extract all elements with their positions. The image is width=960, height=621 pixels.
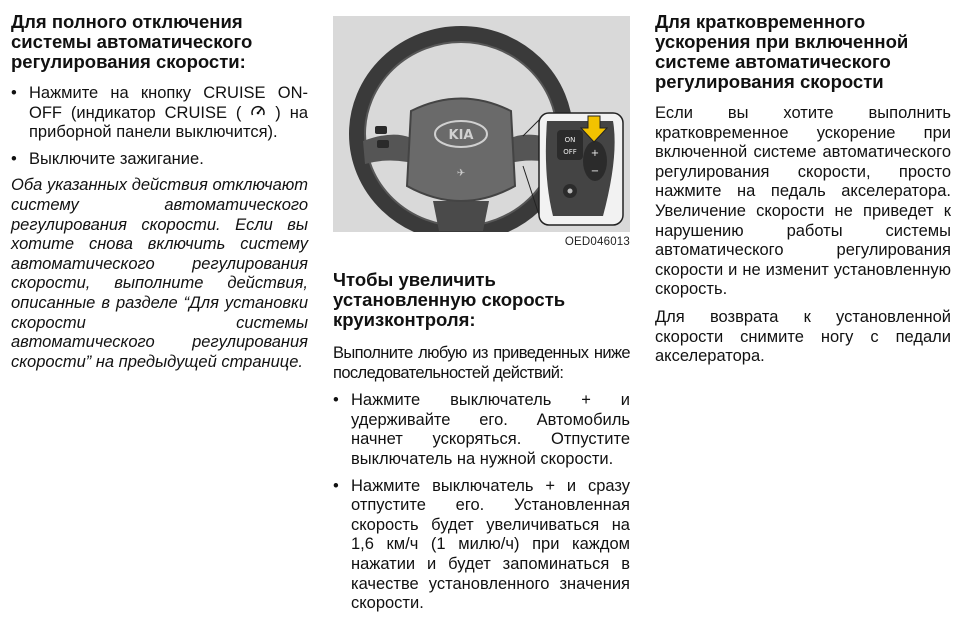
- bullet-mark: •: [333, 476, 339, 495]
- figure-code: OED046013: [564, 236, 630, 248]
- middle-bullet-list: [333, 391, 630, 614]
- kia-logo-text: KIA: [448, 128, 474, 143]
- list-item: [333, 391, 630, 469]
- left-column: [11, 0, 308, 372]
- on-label: ON: [564, 136, 576, 144]
- bullet-mark: •: [11, 149, 17, 168]
- list-item: [11, 150, 308, 170]
- list-item: [333, 477, 630, 614]
- middle-column: [333, 0, 630, 621]
- bullet-text: Выключите зажигание.: [29, 149, 204, 168]
- bullet-text: Нажмите выключатель + и сразу отпустите его. Установленная скорость будет увеличиваться на 1,6 км/ч (1 милю/ч) при каждом нажатии и будет запоминаться в качестве установленного значения скорости.: [351, 476, 630, 613]
- plus-label: +: [590, 148, 600, 159]
- bullet-text-after-icon: ) на приборной панели выключится).: [29, 103, 308, 142]
- paragraph-acceleration: Если вы хотите выполнить кратковременное ускорение при включенной системе автоматического регулирования скорости, просто нажмите на педаль акселератора. Увеличение скорости не приведет к нарушению работы системы автоматического регулирования скорости и не изменит установленную скорость.: [655, 104, 951, 299]
- svg-text:✈: ✈: [456, 168, 466, 179]
- paragraph-return: Для возврата к установленной скорости снимите ногу с педали акселератора.: [655, 307, 951, 366]
- bullet-text: Нажмите выключатель + и удерживайте его. Автомобиль начнет ускоряться. Отпустите выключатель на нужной скорости.: [351, 391, 630, 468]
- heading-full-disable: Для полного отключения системы автоматического регулирования скорости:: [11, 11, 253, 72]
- steering-wheel-illustration: [333, 16, 630, 232]
- minus-label: −: [590, 166, 600, 177]
- wheel-hub: [407, 99, 515, 202]
- left-bullet-list: [11, 84, 308, 169]
- list-item: [11, 84, 308, 143]
- intro-paragraph: Выполните любую из приведенных ниже последовательностей действий:: [333, 344, 630, 382]
- heading-increase-speed: Чтобы увеличить установленную скорость круизконтроля:: [333, 269, 566, 330]
- bullet-mark: •: [11, 84, 17, 102]
- note-paragraph: Оба указанных действия отключают систему автоматического регулирования скорости. Если вы хотите снова включить систему автоматического регулирования скорости, выполните действия, описанные в разделе “Для установки скорости системы автоматического регулирования скорости” на предыдущей странице.: [11, 176, 308, 371]
- heading-temporary-acceleration: Для кратковременного ускорения при включенной системе автоматического регулирования скорости: [655, 11, 909, 92]
- off-label: OFF: [563, 148, 577, 156]
- bullet-mark: •: [333, 391, 339, 410]
- cruise-indicator-icon: [250, 104, 266, 120]
- steering-wheel-figure: [333, 16, 630, 250]
- bullet-text-before-icon: Нажмите на кнопку CRUISE ON-OFF (индикатор CRUISE (: [29, 84, 308, 122]
- right-column: [655, 0, 951, 367]
- bottom-spoke: [433, 201, 489, 231]
